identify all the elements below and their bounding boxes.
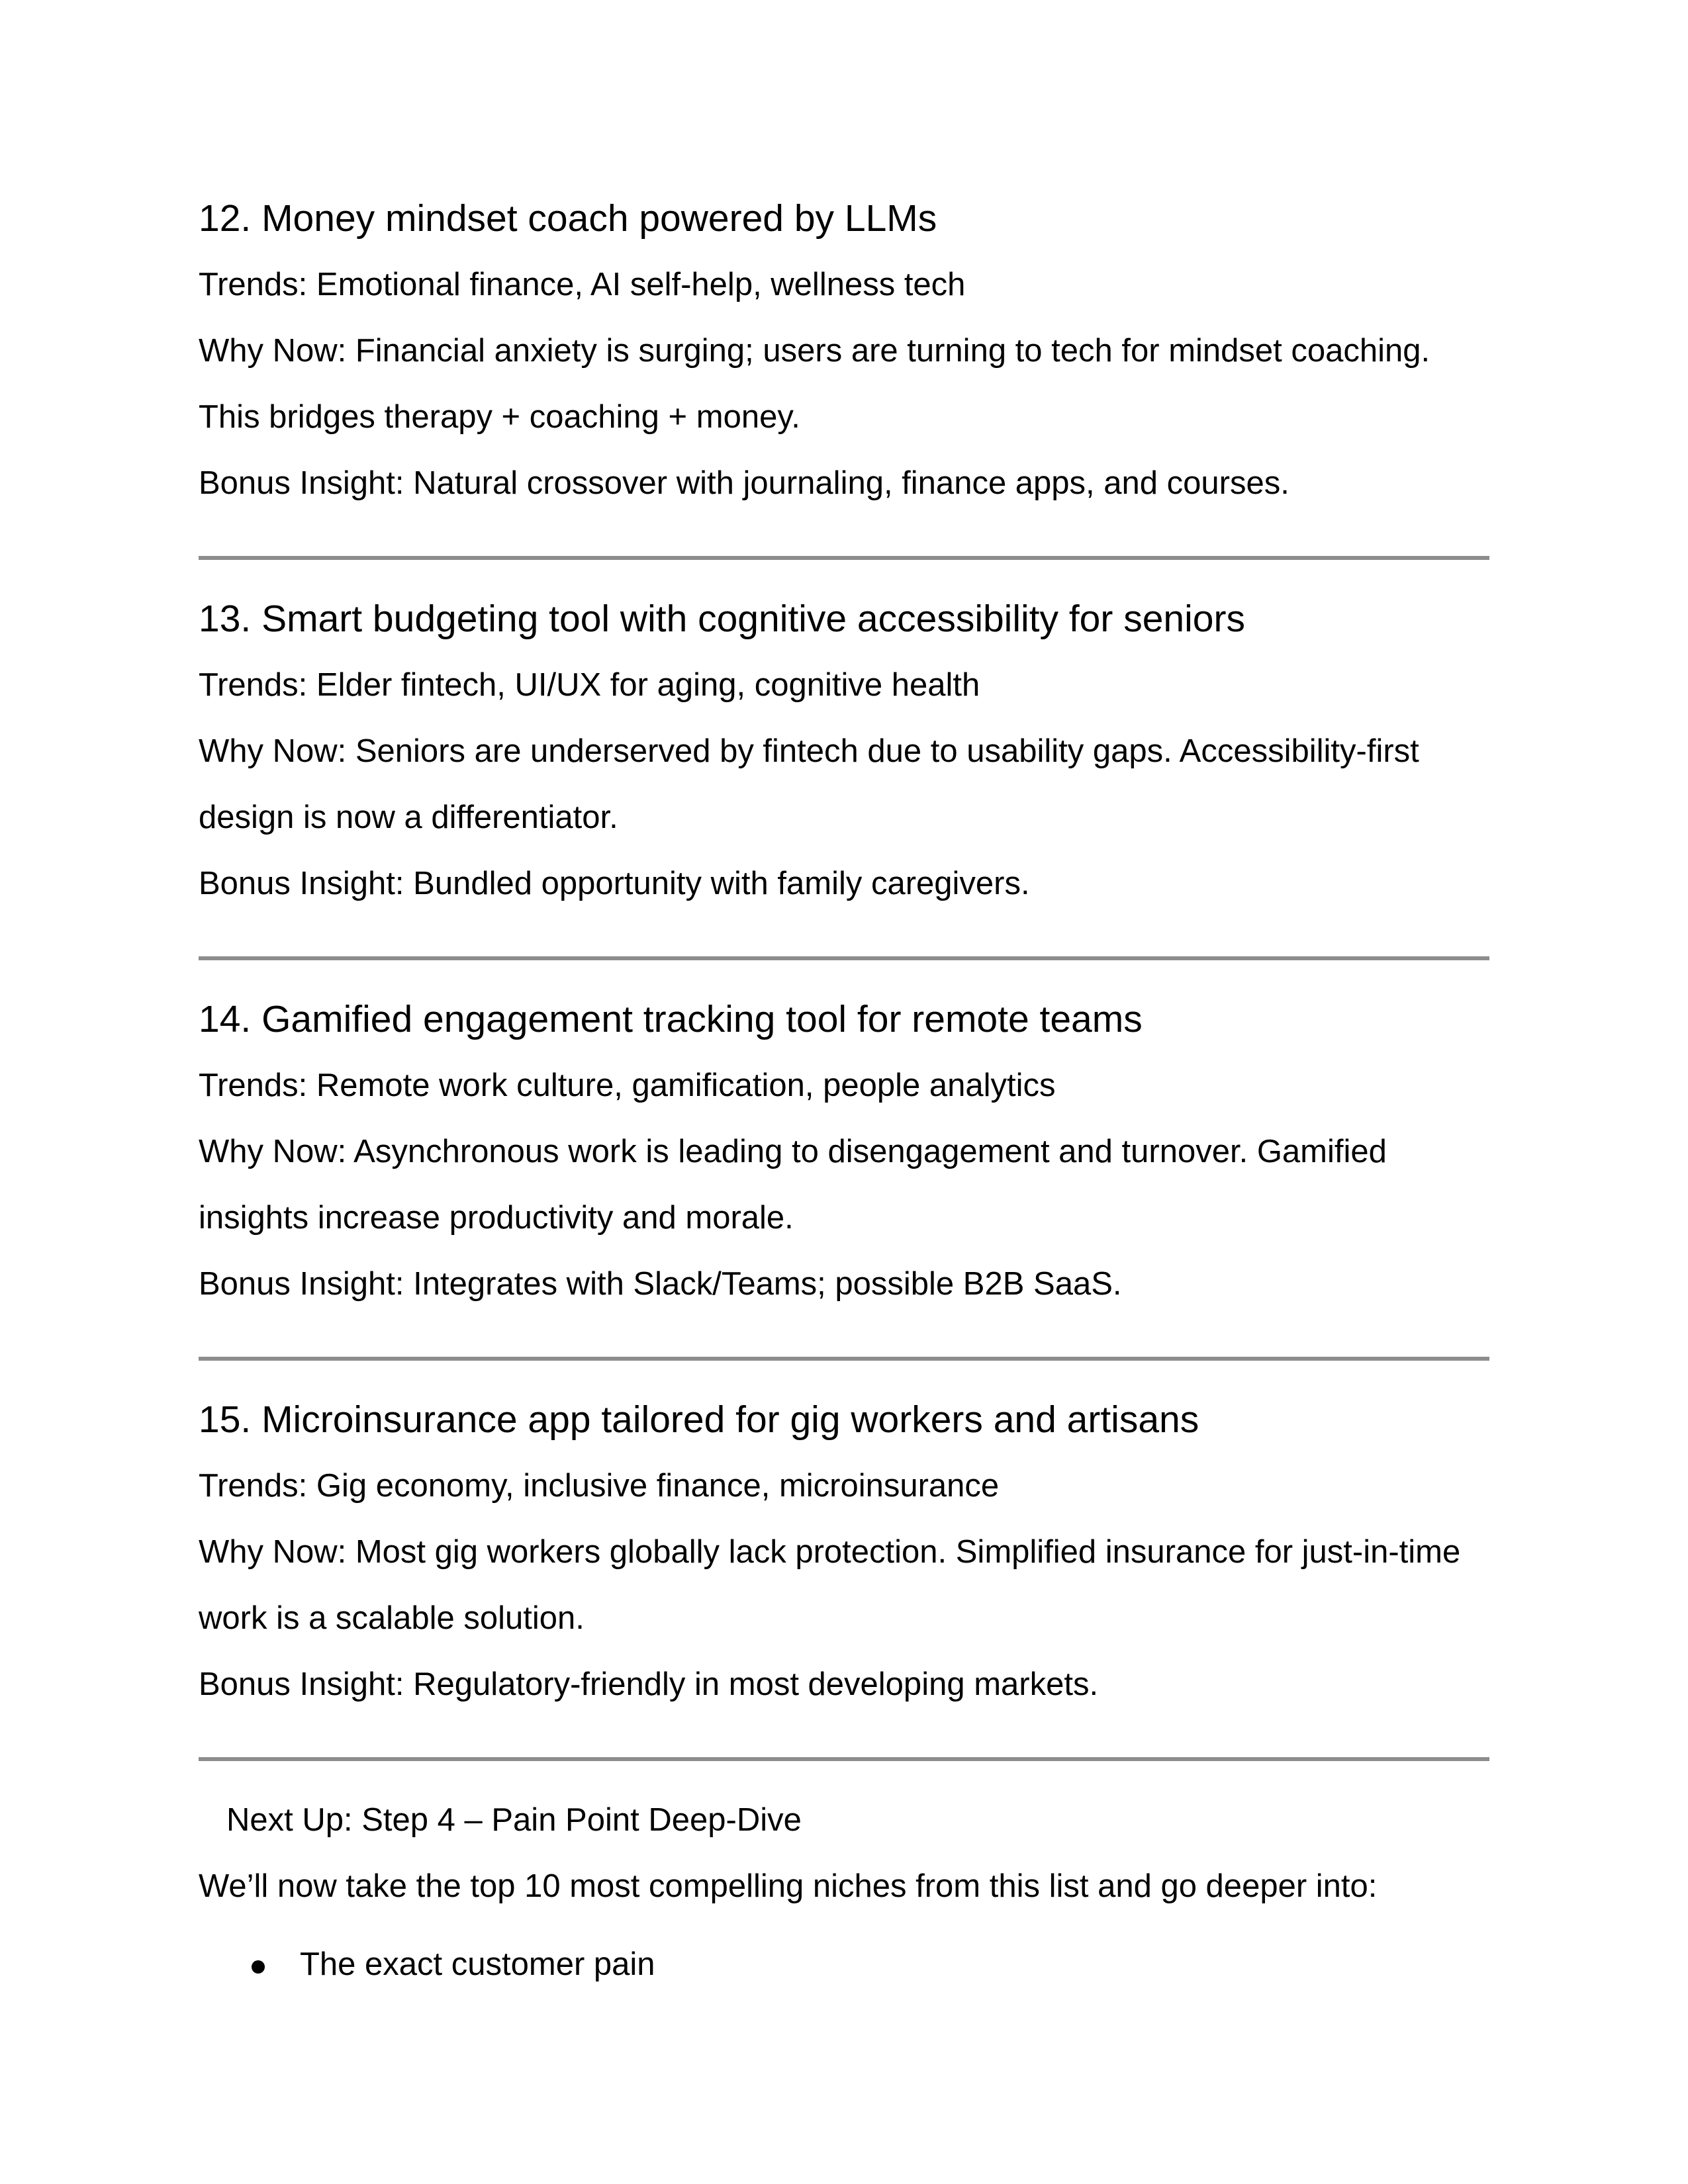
idea-section-15 xyxy=(199,1387,1489,1717)
why-now-line: Why Now: Asynchronous work is leading to disengagement and turnover. Gamified xyxy=(199,1134,1387,1169)
idea-section-12 xyxy=(199,185,1489,516)
idea-section-14 xyxy=(199,986,1489,1317)
section-heading: 12. Money mindset coach powered by LLMs xyxy=(199,197,937,240)
next-up-block xyxy=(199,1787,1489,1997)
why-now-continuation-line: insights increase productivity and morale. xyxy=(199,1200,794,1236)
why-now-line: Why Now: Financial anxiety is surging; users are turning to tech for mindset coaching. xyxy=(199,333,1430,369)
section-divider xyxy=(199,556,1489,560)
intro-line: We’ll now take the top 10 most compelling niches from this list and go deeper into: xyxy=(199,1868,1378,1904)
bonus-insight-line: Bonus Insight: Bundled opportunity with family caregivers. xyxy=(199,866,1030,901)
bonus-insight-line: Bonus Insight: Integrates with Slack/Teams; possible B2B SaaS. xyxy=(199,1266,1122,1302)
why-now-continuation-line: work is a scalable solution. xyxy=(199,1600,585,1636)
bullet-dot-icon xyxy=(252,1960,265,1974)
section-divider xyxy=(199,1357,1489,1361)
next-up-line: Next Up: Step 4 – Pain Point Deep-Dive xyxy=(226,1802,802,1838)
why-now-line: Why Now: Seniors are underserved by fintech due to usability gaps. Accessibility-first xyxy=(199,733,1419,769)
section-divider xyxy=(199,1757,1489,1761)
trends-line: Trends: Emotional finance, AI self-help, wellness tech xyxy=(199,267,966,302)
trends-line: Trends: Gig economy, inclusive finance, microinsurance xyxy=(199,1468,1000,1504)
bullet-item-text: The exact customer pain xyxy=(300,1946,655,1982)
section-heading: 13. Smart budgeting tool with cognitive accessibility for seniors xyxy=(199,598,1245,640)
bonus-insight-line: Bonus Insight: Natural crossover with journaling, finance apps, and courses. xyxy=(199,465,1289,501)
section-divider xyxy=(199,956,1489,960)
idea-section-13 xyxy=(199,586,1489,917)
trends-line: Trends: Elder fintech, UI/UX for aging, cognitive health xyxy=(199,667,980,703)
section-heading: 15. Microinsurance app tailored for gig workers and artisans xyxy=(199,1398,1199,1441)
section-heading: 14. Gamified engagement tracking tool for remote teams xyxy=(199,998,1143,1040)
bonus-insight-line: Bonus Insight: Regulatory-friendly in most developing markets. xyxy=(199,1666,1099,1702)
why-now-continuation-line: This bridges therapy + coaching + money. xyxy=(199,399,800,435)
bullet-item xyxy=(199,1931,1489,1997)
why-now-line: Why Now: Most gig workers globally lack protection. Simplified insurance for just-in-time xyxy=(199,1534,1461,1570)
why-now-continuation-line: design is now a differentiator. xyxy=(199,799,618,835)
trends-line: Trends: Remote work culture, gamification, people analytics xyxy=(199,1068,1056,1103)
document-content xyxy=(199,185,1489,1997)
